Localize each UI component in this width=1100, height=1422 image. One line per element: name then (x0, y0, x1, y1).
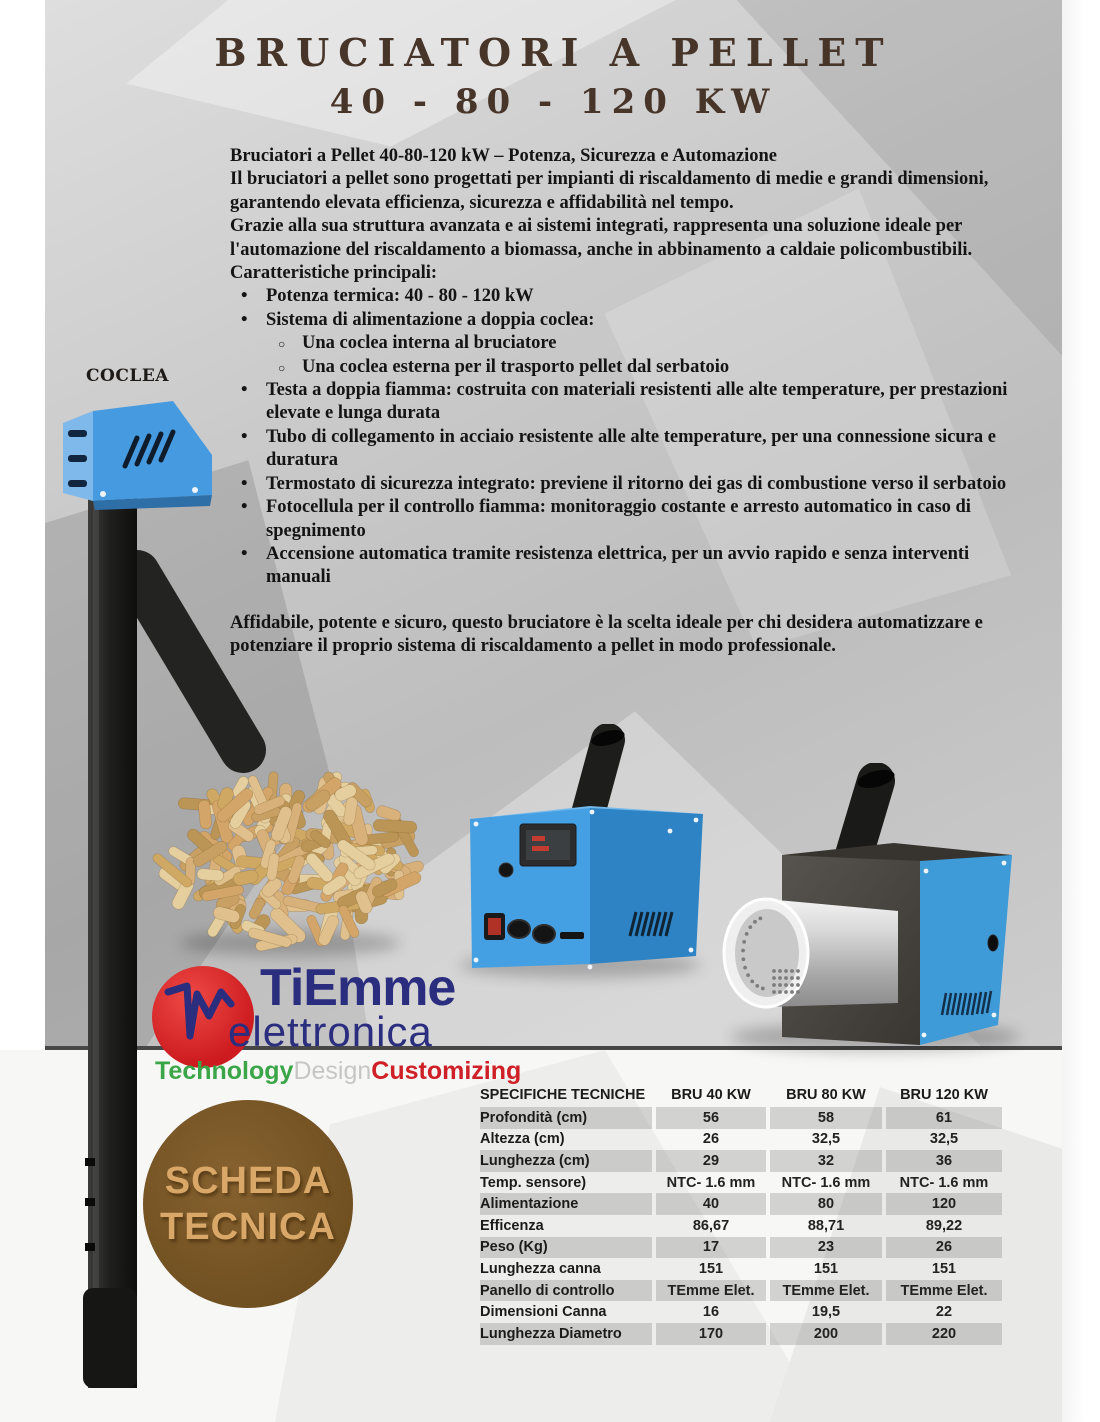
feature-item: • Fotocellula per il controllo fiamma: monitoraggio costante e arresto automatico in caso di spegnimento (230, 496, 1035, 543)
spec-row-label: Lunghezza Diametro (480, 1323, 652, 1345)
intro-paragraph-2: Grazie alla sua struttura avanzata e ai sistemi integrati, rappresenta una soluzione ideale per l'automazione del riscaldamento a biomassa, anche in abbinamento a caldaie policombustibili. (230, 216, 973, 260)
spec-cell: 32 (770, 1150, 882, 1172)
brand-subtitle: elettronica (228, 1008, 433, 1055)
spec-cell: BRU 80 KW (786, 1086, 866, 1103)
spec-row-label: Dimensioni Canna (480, 1304, 607, 1321)
spec-cell: BRU 40 KW (671, 1086, 751, 1103)
spec-cell: 58 (770, 1107, 882, 1129)
closing-paragraph: Affidabile, potente e sicuro, questo bruciatore è la scelta ideale per chi desidera automatizzare e potenziare il proprio sistema di riscaldamento a pellet in modo professionale. (230, 612, 983, 657)
tagline-design: Design (293, 1057, 372, 1085)
spec-table-row (480, 1172, 990, 1194)
spec-cell: TEmme Elet. (886, 1280, 1002, 1302)
spec-row-label: Profondità (cm) (480, 1107, 652, 1129)
spec-cell: 151 (813, 1260, 839, 1277)
brand-name: TiEmme (260, 959, 456, 1017)
feature-item: • Accensione automatica tramite resistenza elettrica, per un avvio rapido e senza interventi manuali (230, 543, 1035, 590)
feature-item: • Potenza termica: 40 - 80 - 120 kW (230, 285, 1035, 308)
spec-cell: 220 (886, 1323, 1002, 1345)
spec-cell: 86,67 (692, 1217, 730, 1234)
spec-cell: NTC- 1.6 mm (781, 1174, 871, 1191)
spec-row-label: Lunghezza (cm) (480, 1150, 652, 1172)
spec-cell: 36 (886, 1150, 1002, 1172)
page-title-line1: BRUCIATORI A PELLET (214, 30, 893, 75)
spec-table-row (480, 1237, 990, 1259)
spec-cell: TEmme Elet. (770, 1280, 882, 1302)
spec-table-row (480, 1323, 990, 1345)
spec-row-label: Efficenza (480, 1217, 544, 1234)
pellets-pile-image (150, 758, 430, 968)
spec-table-row (480, 1280, 990, 1302)
spec-cell: 170 (656, 1323, 766, 1345)
tagline-customizing: Customizing (371, 1057, 522, 1085)
feature-item: • Tubo di collegamento in acciaio resistente alle alte temperature, per una connessione sicura e duratura (230, 426, 1035, 473)
spec-cell: 151 (698, 1260, 724, 1277)
spec-cell: 151 (931, 1260, 957, 1277)
spec-cell: 17 (656, 1237, 766, 1259)
coclea-label: COCLEA (86, 366, 169, 386)
spec-row-label: Altezza (cm) (480, 1131, 565, 1148)
spec-cell: 22 (935, 1304, 953, 1321)
spec-row-label: Temp. sensore) (480, 1174, 587, 1191)
spec-cell: 32,5 (811, 1131, 841, 1148)
spec-row-label: Peso (Kg) (480, 1237, 652, 1259)
feature-item: • Termostato di sicurezza integrato: previene il ritorno dei gas di combustione verso il serbatoio (230, 473, 1035, 496)
scheda-tecnica-badge (143, 1100, 353, 1308)
feature-sub-item: ○ Una coclea esterna per il trasporto pellet dal serbatoio (230, 356, 1035, 379)
spec-table-row (480, 1107, 990, 1129)
spec-cell: 120 (886, 1193, 1002, 1215)
spec-table-row (480, 1193, 990, 1215)
spec-cell: 26 (886, 1237, 1002, 1259)
tagline-technology: Technology (155, 1057, 294, 1085)
intro-paragraph-1: Il bruciatori a pellet sono progettati per impianti di riscaldamento di medie e grandi dimensioni, garantendo elevata efficienza, sicurezza e affidabilità nel tempo. (230, 169, 989, 213)
feature-item: • Sistema di alimentazione a doppia coclea: (230, 309, 1035, 332)
spec-cell: 29 (656, 1150, 766, 1172)
page-title-line2: 40 - 80 - 120 KW (329, 82, 778, 122)
features-heading: Caratteristiche principali: (230, 263, 438, 284)
spec-cell: 26 (702, 1131, 720, 1148)
spec-table-row (480, 1129, 990, 1151)
spec-row-label: Lunghezza canna (480, 1260, 601, 1277)
spec-cell: 80 (770, 1193, 882, 1215)
pellet-burner-side-image (698, 763, 1058, 1055)
body-text-column (230, 145, 1035, 659)
spec-cell: 32,5 (929, 1131, 959, 1148)
spec-cell: 89,22 (925, 1217, 963, 1234)
spec-row-label: Alimentazione (480, 1193, 652, 1215)
spec-cell: 200 (770, 1323, 882, 1345)
feature-sub-item: ○ Una coclea interna al bruciatore (230, 332, 1035, 355)
spec-table-header (480, 1082, 990, 1107)
spec-row-label: Panello di controllo (480, 1280, 652, 1302)
pellet-burner-front-image (440, 724, 730, 976)
features-list (230, 285, 1035, 589)
spec-cell: 16 (702, 1304, 720, 1321)
spec-cell: 88,71 (807, 1217, 845, 1234)
spec-cell: 40 (656, 1193, 766, 1215)
spec-table-row (480, 1258, 990, 1280)
spec-cell: TEmme Elet. (656, 1280, 766, 1302)
badge-line2: TECNICA (160, 1206, 336, 1248)
page-right-margin (1062, 0, 1100, 1422)
spec-cell: BRU 120 KW (900, 1086, 988, 1103)
intro-heading: Bruciatori a Pellet 40-80-120 kW – Potenza, Sicurezza e Automazione (230, 146, 778, 166)
badge-line1: SCHEDA (164, 1160, 332, 1202)
spec-table-row (480, 1150, 990, 1172)
spec-cell: NTC- 1.6 mm (666, 1174, 756, 1191)
spec-table-row (480, 1215, 990, 1237)
spec-cell: 23 (770, 1237, 882, 1259)
spec-cell: NTC- 1.6 mm (899, 1174, 989, 1191)
feature-item: • Testa a doppia fiamma: costruita con materiali resistenti alle alte temperature, per prestazioni elevate e lunga durata (230, 379, 1035, 426)
spec-cell: 19,5 (811, 1304, 841, 1321)
spec-cell: 61 (886, 1107, 1002, 1129)
brand-tagline (155, 1057, 521, 1086)
spec-cell: 56 (656, 1107, 766, 1129)
spec-table (480, 1082, 990, 1345)
spec-row-label: SPECIFICHE TECNICHE (480, 1086, 646, 1103)
spec-table-row (480, 1301, 990, 1323)
